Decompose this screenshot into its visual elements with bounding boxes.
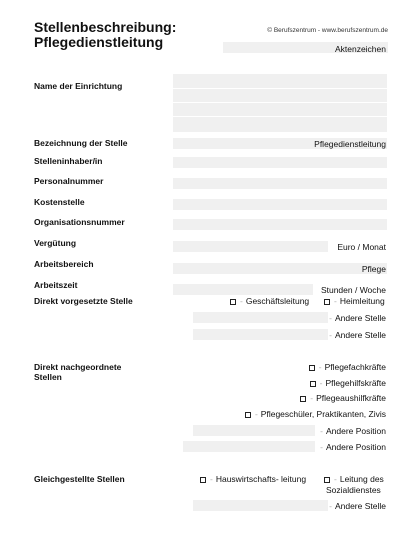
label-organisationsnummer: Organisationsnummer <box>34 217 125 227</box>
title-line-1: Stellenbeschreibung: <box>34 19 177 35</box>
option-pflegehilfskraefte[interactable]: - Pflegehilfskräfte <box>310 378 386 388</box>
einrichtung-field[interactable] <box>173 74 387 132</box>
label-kostenstelle: Kostenstelle <box>34 197 85 207</box>
verguetung-field[interactable] <box>173 241 328 252</box>
verguetung-value: Euro / Monat <box>337 242 386 252</box>
gleichgestellte-andere: - Andere Stelle <box>329 501 386 511</box>
checkbox-icon[interactable] <box>324 477 330 483</box>
organisationsnummer-field[interactable] <box>173 219 387 230</box>
label-vorgesetzte: Direkt vorgesetzte Stelle <box>34 296 133 306</box>
option-geschaeftsleitung[interactable]: - Geschäftsleitung <box>230 296 309 306</box>
checkbox-icon[interactable] <box>309 365 315 371</box>
checkbox-icon[interactable] <box>324 299 330 305</box>
label-nachgeordnete-line2: Stellen <box>34 372 62 382</box>
stelleninhaber-field[interactable] <box>173 157 387 168</box>
label-verguetung: Vergütung <box>34 238 77 248</box>
option-pflegeaushilfkraefte[interactable]: - Pflegeaushilfkräfte <box>300 393 386 403</box>
gleichgestellte-andere-field[interactable] <box>193 500 328 511</box>
label-nachgeordnete <box>34 362 121 382</box>
vorgesetzte-andere-1: - Andere Stelle <box>329 313 386 323</box>
document-title <box>34 20 176 50</box>
arbeitsbereich-value: Pflege <box>361 264 386 274</box>
label-nachgeordnete-line1: Direkt nachgeordnete <box>34 362 122 372</box>
nachgeordnete-andere-2: - Andere Position <box>320 442 386 452</box>
vorgesetzte-andere-2: - Andere Stelle <box>329 330 386 340</box>
arbeitszeit-value: Stunden / Woche <box>320 285 386 295</box>
option-hauswirtschaftsleitung[interactable]: - Hauswirtschafts- leitung <box>200 474 306 484</box>
checkbox-icon[interactable] <box>300 396 306 402</box>
title-line-2: Pflegedienstleitung <box>34 34 164 50</box>
option-heimleitung[interactable]: - Heimleitung <box>324 296 385 306</box>
personalnummer-field[interactable] <box>173 178 387 189</box>
label-arbeitszeit: Arbeitszeit <box>34 280 78 290</box>
option-pflegeschueler[interactable]: - Pflegeschüler, Praktikanten, Zivis <box>245 409 386 419</box>
copyright-note: © Berufszentrum - www.berufszentrum.de <box>267 27 388 34</box>
checkbox-icon[interactable] <box>200 477 206 483</box>
option-pflegefachkraefte[interactable]: - Pflegefachkräfte <box>309 362 386 372</box>
label-personalnummer: Personalnummer <box>34 176 104 186</box>
option-sozialdienst[interactable]: - Leitung des Sozialdienstes <box>326 474 384 495</box>
vorgesetzte-andere-field-1[interactable] <box>193 312 328 323</box>
label-stelleninhaber: Stelleninhaber/in <box>34 156 103 166</box>
arbeitszeit-field[interactable] <box>173 284 313 295</box>
label-arbeitsbereich: Arbeitsbereich <box>34 259 94 269</box>
kostenstelle-field[interactable] <box>173 199 387 210</box>
label-gleichgestellte: Gleichgestellte Stellen <box>34 474 125 484</box>
label-bezeichnung: Bezeichnung der Stelle <box>34 138 128 148</box>
aktenzeichen-label: Aktenzeichen <box>334 44 386 54</box>
vorgesetzte-andere-field-2[interactable] <box>193 329 328 340</box>
arbeitsbereich-field[interactable] <box>173 263 387 274</box>
label-einrichtung: Name der Einrichtung <box>34 81 123 91</box>
checkbox-icon[interactable] <box>230 299 236 305</box>
nachgeordnete-andere-field-1[interactable] <box>193 425 315 436</box>
checkbox-icon[interactable] <box>245 412 251 418</box>
checkbox-icon[interactable] <box>310 381 316 387</box>
bezeichnung-value: Pflegedienstleitung <box>314 139 386 149</box>
nachgeordnete-andere-1: - Andere Position <box>320 426 386 436</box>
nachgeordnete-andere-field-2[interactable] <box>183 441 315 452</box>
